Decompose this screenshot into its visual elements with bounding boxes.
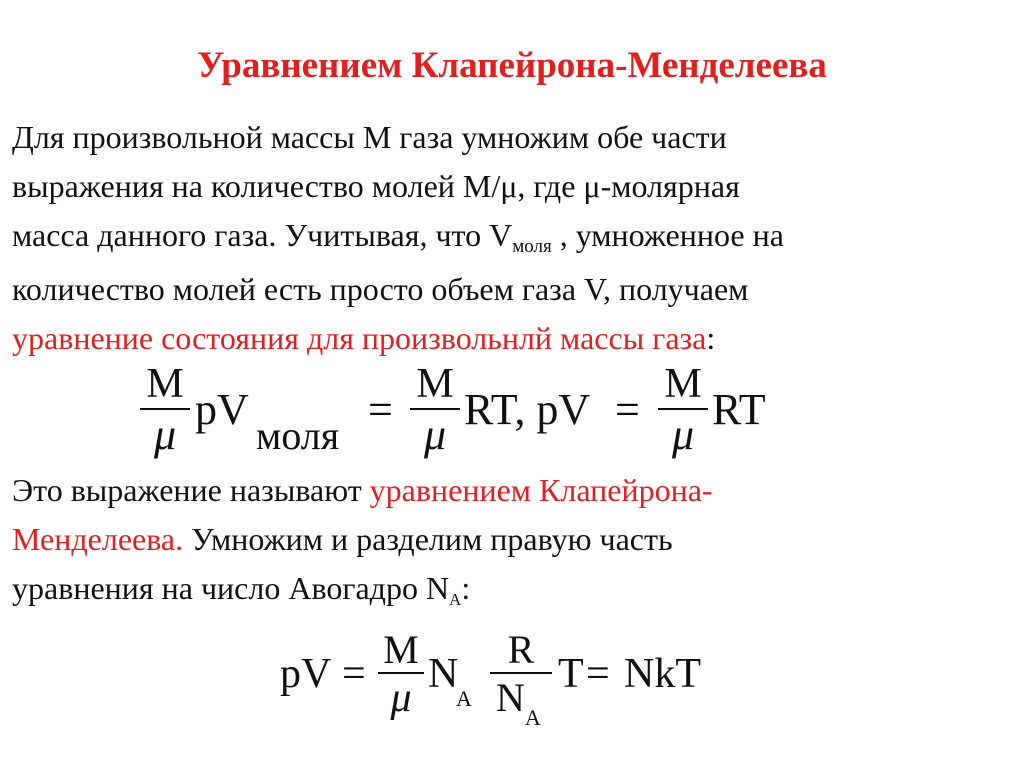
line3-colon: : [461,570,471,606]
line1-text: Это выражение называют [12,472,370,508]
fraction-r-over-na [490,628,552,728]
fraction-numerator: M [664,361,702,407]
temperature-t: T [558,651,584,697]
equals-sign-2: = [615,385,640,434]
clapeyron-highlight-2: Менделеева. [12,521,184,557]
paragraph-intro-line-4: количество молей есть просто объем газа V, получаем [12,271,749,307]
pv-term: pV [280,651,332,697]
fraction-denominator: μ [671,410,695,459]
fraction-numerator: M [146,361,184,407]
avogadro-n: N [428,651,459,697]
fraction-m-over-mu-1 [140,360,190,460]
paragraph-intro-line-5 [12,314,1012,363]
paragraph-avogadro-line-2 [12,515,1012,564]
fraction-denominator [490,674,552,728]
equals-sign-2: = [586,651,610,697]
nkt-term: NkT [624,651,701,697]
paragraph-intro [12,113,1012,363]
slide-title: Уравнением Клапейрона-Менделеева [197,45,827,86]
fraction-denominator: μ [423,410,447,459]
rt-pv-term: RT, pV [464,385,591,434]
formula-state-equation [140,360,800,470]
clapeyron-highlight-1: уравнением Клапейрона- [369,472,713,508]
fraction-numerator: R [507,627,535,672]
fraction-numerator: M [383,627,419,672]
state-equation-highlight: уравнение состояния для произвольнлй массы газа [12,320,707,356]
paragraph-intro-line-3 [12,211,1012,265]
fraction-numerator: M [416,361,454,407]
avogadro-n-subscript: A [456,686,472,711]
rt-term: RT [712,385,766,434]
fraction-m-over-mu-2 [410,360,460,460]
line3-text: уравнения на число Авогадро N [12,570,450,606]
equals-sign-1: = [342,651,366,697]
paragraph-intro-line-1: Для произвольной массы М газа умножим обе части [12,119,727,155]
fraction-m-over-mu [378,628,424,722]
line3-text-a: масса данного газа. Учитывая, что V [12,217,513,253]
paragraph-avogadro-line-1 [12,466,1012,515]
paragraph-avogadro-line-3 [12,564,1012,618]
denominator-n: N [496,675,525,720]
avogadro-subscript: A [449,590,462,609]
line5-colon: : [706,320,716,356]
pv-mol-subscript: моля [256,413,340,458]
paragraph-avogadro [12,466,1012,618]
line3-text-b: , умноженное на [551,217,784,253]
pv-term: pV [195,385,249,434]
paragraph-intro-line-2: выражения на количество молей М/μ, где μ-молярная [12,168,740,204]
denominator-n-subscript: A [524,705,541,730]
equals-sign-1: = [368,385,393,434]
line2-text: Умножим и разделим правую часть [183,521,673,557]
fraction-denominator: μ [153,410,177,459]
fraction-m-over-mu-3 [658,360,708,460]
fraction-denominator: μ [390,675,412,721]
v-mol-subscript: моля [512,236,552,257]
formula-avogadro [280,626,740,756]
